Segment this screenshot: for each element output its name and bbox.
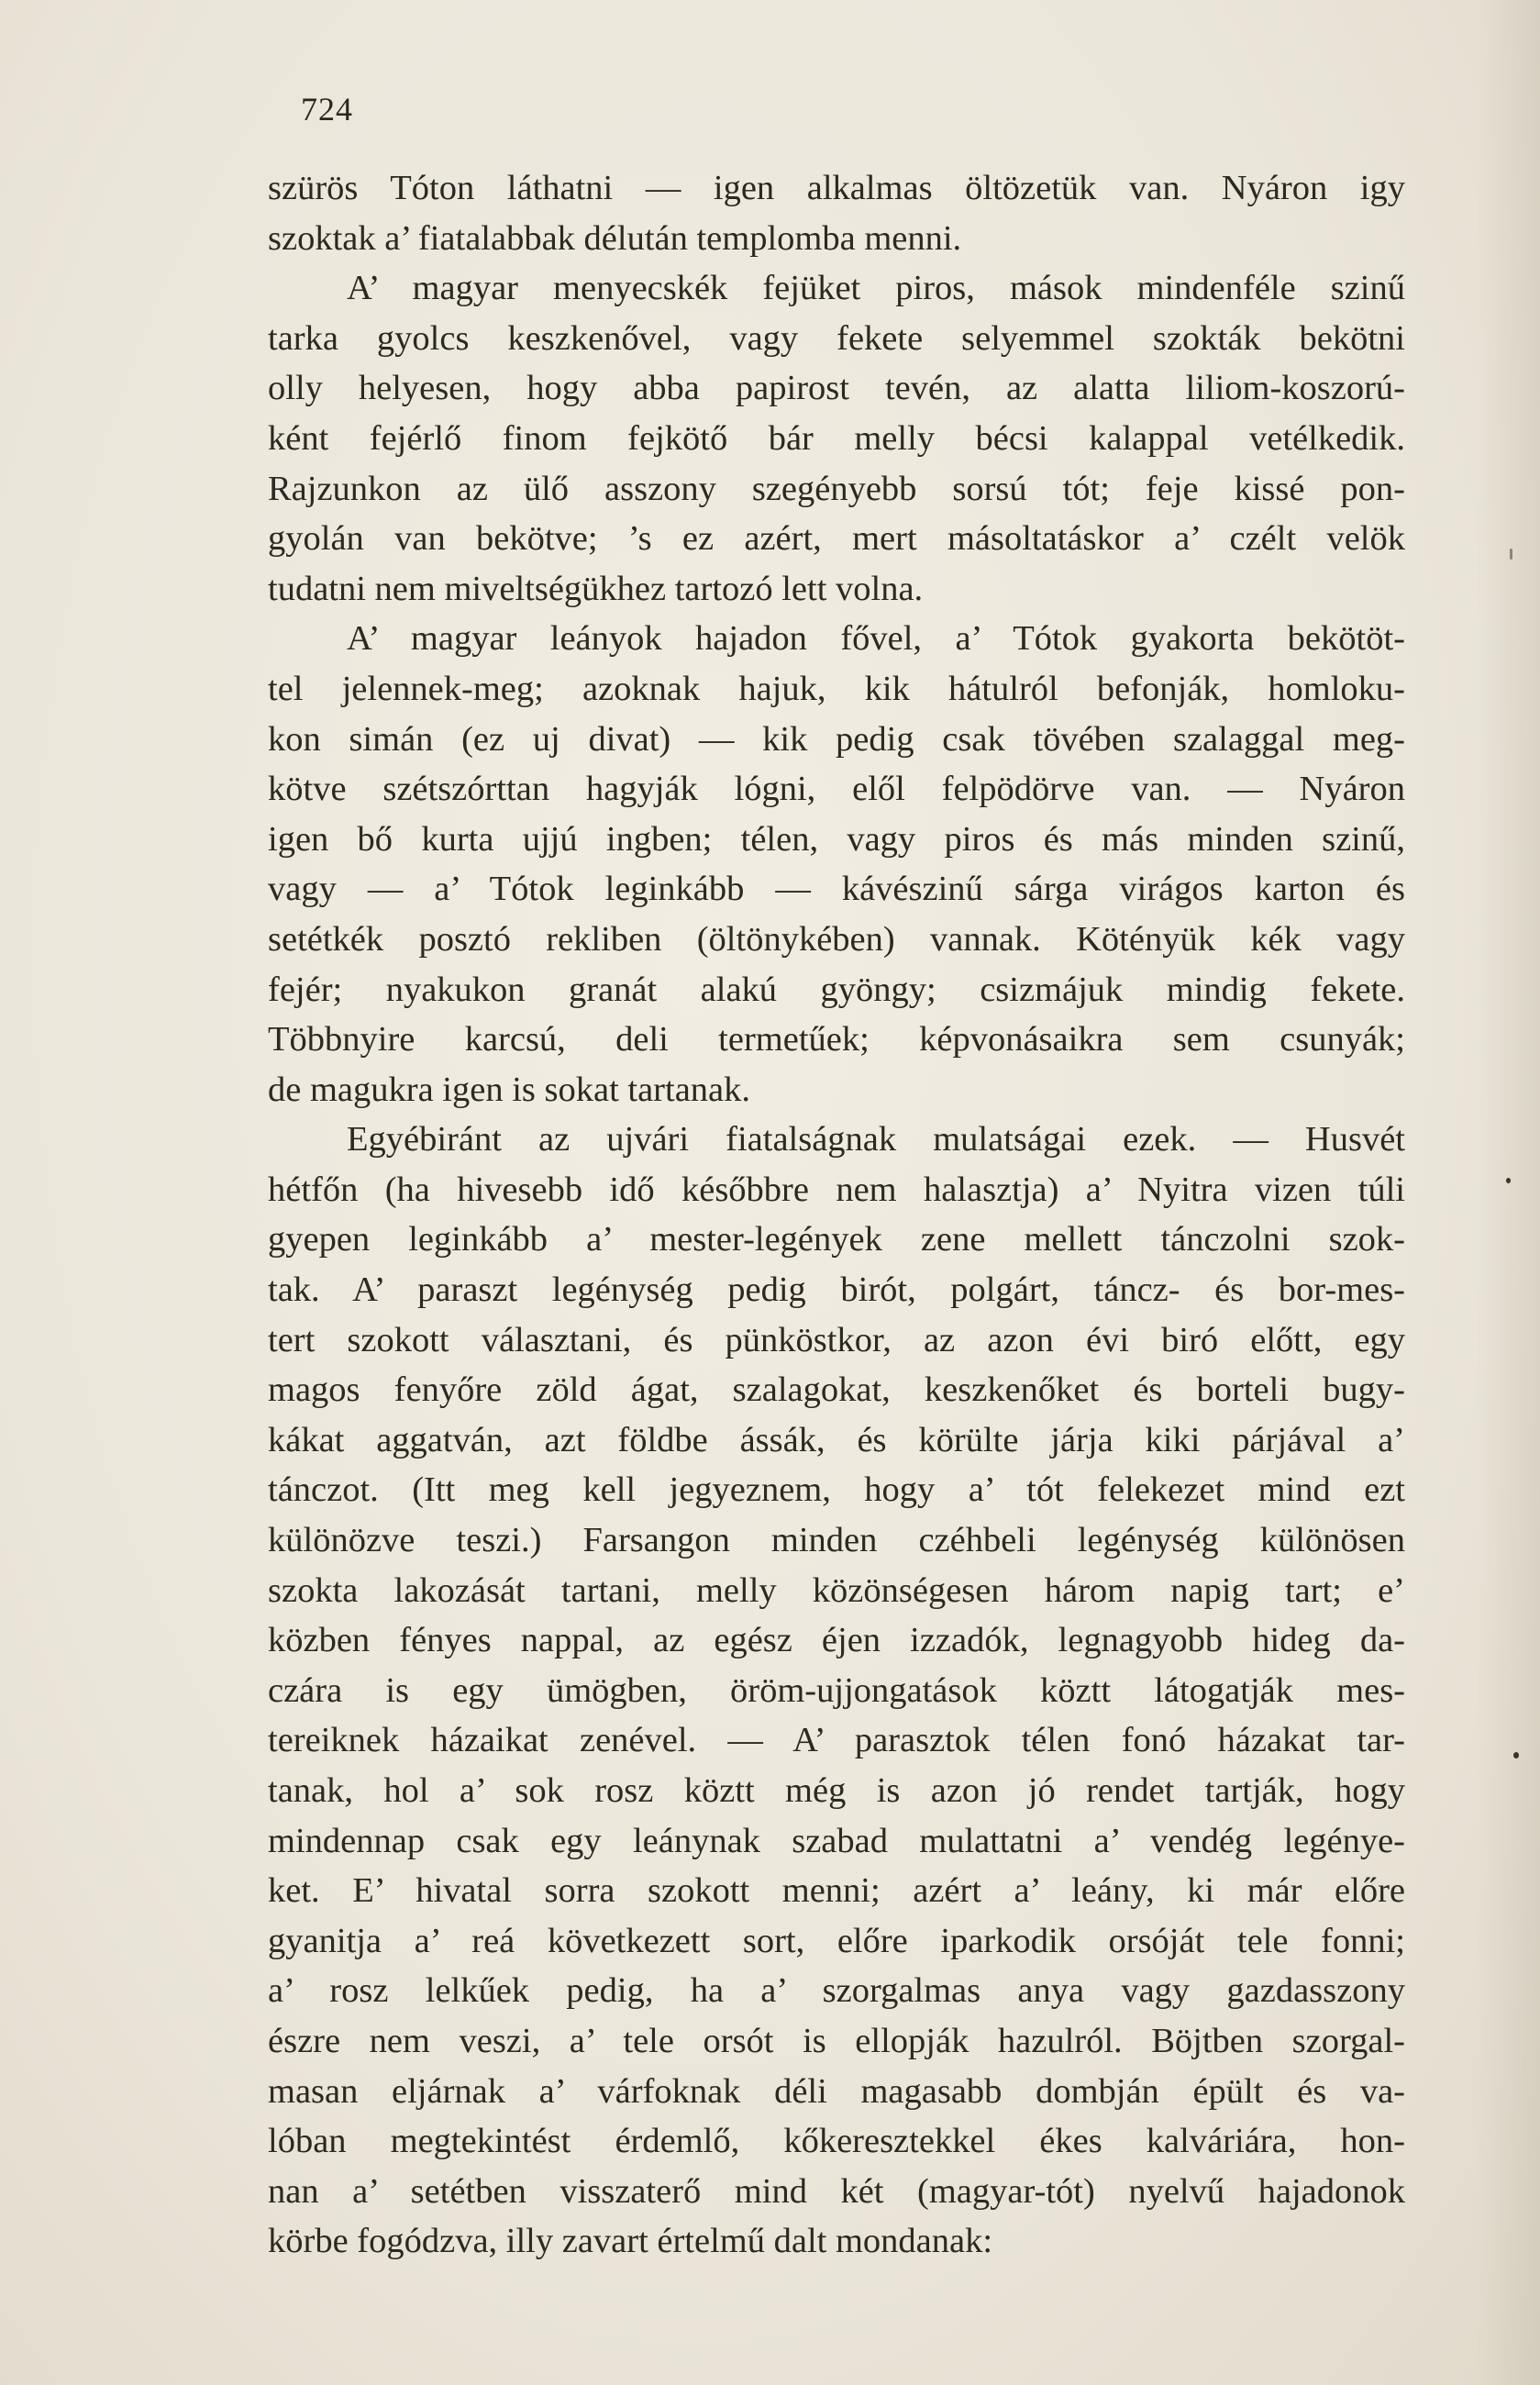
text-line: mindennap csak egy leánynak szabad mulattatni a’ vendég legénye- xyxy=(268,1821,1405,1860)
margin-speck xyxy=(1510,549,1512,560)
text-line: Egyébiránt az ujvári fiatalságnak mulatságai ezek. — Husvét xyxy=(347,1120,1405,1159)
text-line: de magukra igen is sokat tartanak. xyxy=(268,1070,750,1109)
text-line: szokta lakozását tartani, melly közönségesen három napig tart; e’ xyxy=(268,1570,1405,1610)
page-edge-shadow xyxy=(1476,0,1540,2385)
text-line: körbe fogódzva, illy zavart értelmű dalt mondanak: xyxy=(268,2222,993,2261)
text-line: Többnyire karcsú, deli termetűek; képvonásaikra sem csunyák; xyxy=(268,1020,1405,1059)
text-line: különözve teszi.) Farsangon minden czéhbeli legénység különösen xyxy=(268,1521,1405,1560)
text-line: lóban megtekintést érdemlő, kőkeresztekkel ékes kalváriára, hon- xyxy=(268,2122,1405,2161)
text-line: kákat aggatván, azt földbe ássák, és körülte járja kiki párjával a’ xyxy=(268,1420,1405,1459)
text-line: setétkék posztó rekliben (öltönykében) vannak. Kötényük kék vagy xyxy=(268,919,1405,959)
text-line: A’ magyar leányok hajadon fővel, a’ Tótok gyakorta bekötöt- xyxy=(347,619,1405,659)
text-line: kon simán (ez uj divat) — kik pedig csak tövében szalaggal meg- xyxy=(268,719,1405,759)
text-line: tanak, hol a’ sok rosz köztt még is azon jó rendet tartják, hogy xyxy=(268,1771,1405,1810)
text-line: kötve szétszórttan hagyják lógni, elől felpödörve van. — Nyáron xyxy=(268,770,1405,809)
text-line: masan eljárnak a’ várfoknak déli magasabb dombján épült és va- xyxy=(268,2071,1405,2111)
text-line: szoktak a’ fiatalabbak délután templomba menni. xyxy=(268,218,962,258)
text-line: igen bő kurta ujjú ingben; télen, vagy piros és más minden szinű, xyxy=(268,819,1405,859)
text-line: hétfőn (ha hivesebb idő későbbre nem halasztja) a’ Nyitra vizen túli xyxy=(268,1170,1405,1209)
text-line: Rajzunkon az ülő asszony szegényebb sorsú tót; feje kissé pon- xyxy=(268,469,1405,508)
text-line: közben fényes nappal, az egész éjen izzadók, legnagyobb hideg da- xyxy=(268,1621,1405,1660)
text-line: tánczot. (Itt meg kell jegyeznem, hogy a’ tót felekezet mind ezt xyxy=(268,1470,1405,1510)
text-line: gyepen leginkább a’ mester-legények zene mellett tánczolni szok- xyxy=(268,1220,1405,1259)
text-line: fejér; nyakukon granát alakú gyöngy; csizmájuk mindig fekete. xyxy=(268,970,1405,1009)
text-line: a’ rosz lelkűek pedig, ha a’ szorgalmas anya vagy gazdasszony xyxy=(268,1971,1405,2011)
text-line: gyanitja a’ reá következett sort, előre iparkodik orsóját tele fonni; xyxy=(268,1921,1405,1960)
text-line: szürös Tóton láthatni — igen alkalmas öltözetük van. Nyáron igy xyxy=(268,169,1405,207)
text-line: tel jelennek-meg; azoknak hajuk, kik hátulról befonják, homloku- xyxy=(268,669,1405,708)
text-line: nan a’ setétben visszaterő mind két (magyar-tót) nyelvű hajadonok xyxy=(268,2171,1405,2211)
text-line: magos fenyőre zöld ágat, szalagokat, keszkenőket és borteli bugy- xyxy=(268,1370,1405,1410)
text-line: A’ magyar menyecskék fejüket piros, mások mindenféle szinű xyxy=(347,269,1405,308)
text-line: vagy — a’ Tótok leginkább — kávészinű sárga virágos karton és xyxy=(268,870,1405,909)
text-line: gyolán van bekötve; ’s ez azért, mert másoltatáskor a’ czélt velök xyxy=(268,519,1405,559)
text-line: olly helyesen, hogy abba papirost tevén, az alatta liliom-koszorú- xyxy=(268,369,1405,408)
body-text xyxy=(268,163,1405,2267)
text-line: ket. E’ hivatal sorra szokott menni; azért a’ leány, ki már előre xyxy=(268,1871,1405,1911)
text-line: tert szokott választani, és pünköstkor, az azon évi biró előtt, egy xyxy=(268,1320,1405,1359)
text-line: tak. A’ paraszt legénység pedig birót, polgárt, táncz- és bor-mes- xyxy=(268,1270,1405,1310)
page-number: 724 xyxy=(301,91,353,128)
text-line: észre nem veszi, a’ tele orsót is ellopják hazulról. Böjtben szorgal- xyxy=(268,2021,1405,2060)
text-line: tarka gyolcs keszkenővel, vagy fekete selyemmel szokták bekötni xyxy=(268,318,1405,358)
text-line: tereiknek házaikat zenével. — A’ parasztok télen fonó házakat tar- xyxy=(268,1721,1405,1760)
margin-speck xyxy=(1506,1178,1511,1183)
margin-speck xyxy=(1513,1752,1519,1758)
text-line: czára is egy ümögben, öröm-ujjongatások köztt látogatják mes- xyxy=(268,1670,1405,1710)
text-line: ként fejérlő finom fejkötő bár melly bécsi kalappal vetélkedik. xyxy=(268,418,1405,458)
text-line: tudatni nem miveltségükhez tartozó lett volna. xyxy=(268,569,924,608)
